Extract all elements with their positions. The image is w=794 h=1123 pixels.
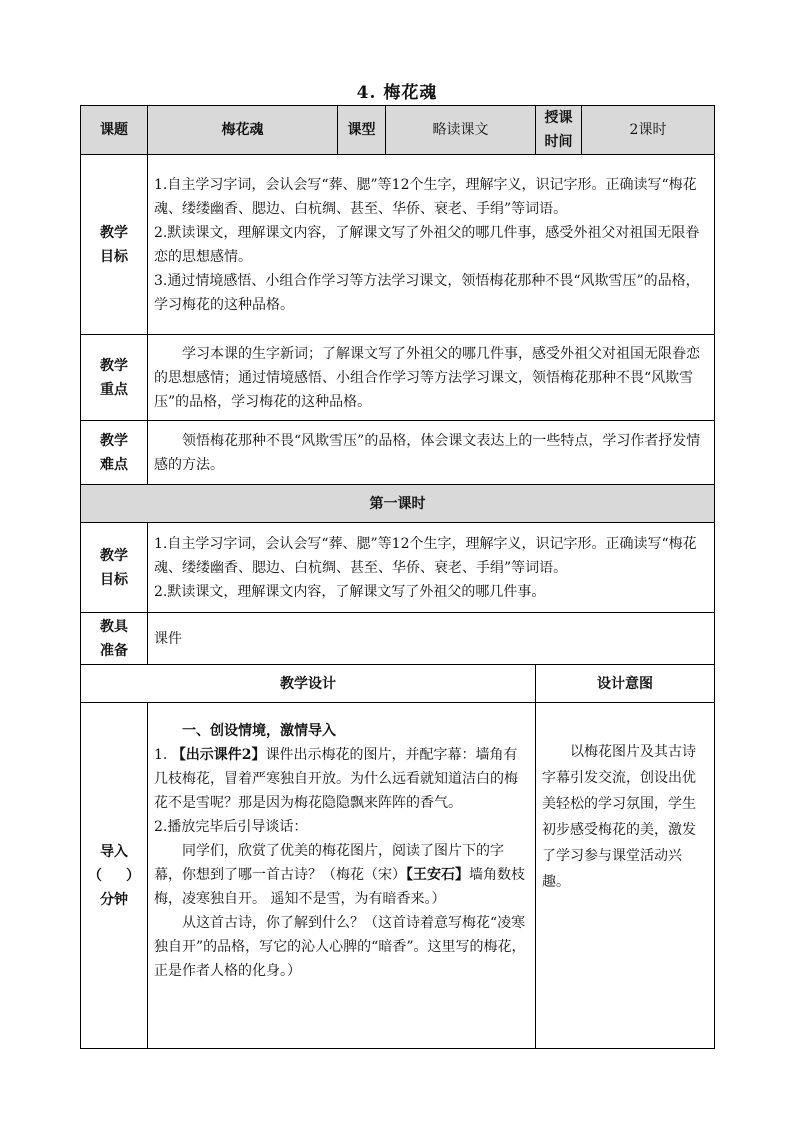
intro-heading: 一、创设情境，激情导入 — [182, 723, 336, 739]
intro-step-2: 2.播放完毕后引导谈话： — [154, 819, 308, 835]
time-label-line1: 授课 — [544, 110, 573, 126]
intro-step-1: 1. 【出示课件2】课件出示梅花的图片，并配字幕：墙角有几枝梅花，冒着严寒独自开放。为什么远看就知道洁白的梅花不是雪呢？那是因为梅花隐隐飘来阵阵的香气。 — [154, 747, 518, 811]
first-lesson-objectives-label-line1: 教学 — [100, 547, 128, 564]
tools-label-line1: 教具 — [100, 618, 128, 635]
first-lesson-objectives-row — [81, 523, 715, 613]
first-lesson-heading: 第一课时 — [81, 485, 715, 523]
intro-intent-text: 以梅花图片及其古诗字幕引发交流，创设出优美轻松的学习氛围，学生初步感受梅花的美，激发了学习参与课堂活动兴趣。 — [542, 744, 696, 890]
intro-label-line3: 分钟 — [100, 891, 128, 908]
objective-item: 3.通过情境感悟、小组合作学习等方法学习课文，领悟梅花那种不畏“风欺雪压”的品格，学习梅花的这种品格。 — [154, 272, 700, 313]
tools-value: 课件 — [148, 613, 715, 665]
objectives-label-line1: 教学 — [100, 224, 128, 241]
tools-label-line2: 准备 — [100, 642, 128, 659]
intro-design-content — [148, 703, 536, 1049]
type-label: 课型 — [338, 106, 386, 155]
topic-value: 梅花魂 — [148, 106, 338, 155]
key-points-label — [81, 335, 148, 421]
intro-label-line2: （ ） — [88, 867, 140, 884]
intro-para-1: 同学们，欣赏了优美的梅花图片，阅读了图片下的字幕，你想到了哪一首古诗？（梅花（宋）【王安石】墙角数枝梅，凌寒独自开。 遥知不是雪，为有暗香来。） — [154, 843, 525, 907]
first-lesson-objective-item: 2.默读课文，理解课文内容，了解课文写了外祖父的哪几件事。 — [154, 583, 546, 600]
first-lesson-row — [81, 485, 715, 523]
time-label — [536, 106, 582, 155]
key-points-label-line1: 教学 — [100, 357, 128, 374]
first-lesson-objectives-content — [148, 523, 715, 613]
first-lesson-objectives-label — [81, 523, 148, 613]
page-title: 4. 梅花魂 — [356, 83, 438, 103]
first-lesson-objective-item: 1.自主学习字词，会认会写“葬、腮”等12个生字，理解字义，识记字形。正确读写“梅花魂、缕缕幽香、腮边、白杭绸、甚至、华侨、衰老、手绢”等词语。 — [154, 535, 697, 576]
topic-label: 课题 — [81, 106, 148, 155]
key-points-row — [81, 335, 715, 421]
difficulties-content — [148, 421, 715, 485]
intro-intent-content — [536, 703, 715, 1049]
design-header: 教学设计 — [81, 665, 536, 703]
difficulties-label — [81, 421, 148, 485]
objectives-row — [81, 155, 715, 335]
key-points-content — [148, 335, 715, 421]
intro-label-line1: 导入 — [100, 843, 128, 860]
first-lesson-objectives-label-line2: 目标 — [100, 571, 128, 588]
objectives-label-line2: 目标 — [100, 248, 128, 265]
objectives-label — [81, 155, 148, 335]
intro-label — [81, 703, 148, 1049]
tools-label — [81, 613, 148, 665]
lesson-plan-table — [80, 105, 715, 1049]
difficulties-label-line1: 教学 — [100, 432, 128, 449]
hours-value: 2课时 — [582, 106, 715, 155]
type-value: 略读课文 — [386, 106, 536, 155]
tools-row — [81, 613, 715, 665]
courseware-tag: 【出示课件2】 — [171, 747, 266, 763]
intro-row — [81, 703, 715, 1049]
difficulties-row — [81, 421, 715, 485]
objective-item: 1.自主学习字词，会认会写“葬、腮”等12个生字，理解字义，识记字形。正确读写“梅花魂、缕缕幽香、腮边、白杭绸、甚至、华侨、衰老、手绢”等词语。 — [154, 176, 697, 217]
time-label-line2: 时间 — [544, 134, 573, 150]
difficulties-label-line2: 难点 — [100, 456, 128, 473]
intro-para-2: 从这首古诗，你了解到什么？（这首诗着意写梅花“凌寒独自开”的品格，写它的沁人心脾的“暗香”。这里写的梅花，正是作者人格的化身。） — [154, 915, 526, 979]
intent-header: 设计意图 — [536, 665, 715, 703]
key-points-text: 学习本课的生字新词；了解课文写了外祖父的哪几件事，感受外祖父对祖国无限眷恋的思想感情；通过情境感悟、小组合作学习等方法学习课文，领悟梅花那种不畏“风欺雪压”的品格，学习梅花的这种品格。 — [154, 345, 700, 410]
design-header-row — [81, 665, 715, 703]
header-row — [81, 106, 715, 155]
objectives-content — [148, 155, 715, 335]
difficulties-text: 领悟梅花那种不畏“风欺雪压”的品格，体会课文表达上的一些特点，学习作者抒发情感的方法。 — [154, 432, 701, 473]
author-tag: 【王安石】 — [406, 867, 469, 883]
key-points-label-line2: 重点 — [100, 381, 128, 398]
objective-item: 2.默读课文，理解课文内容，了解课文写了外祖父的哪几件事，感受外祖父对祖国无限眷恋的思想感情。 — [154, 224, 700, 265]
